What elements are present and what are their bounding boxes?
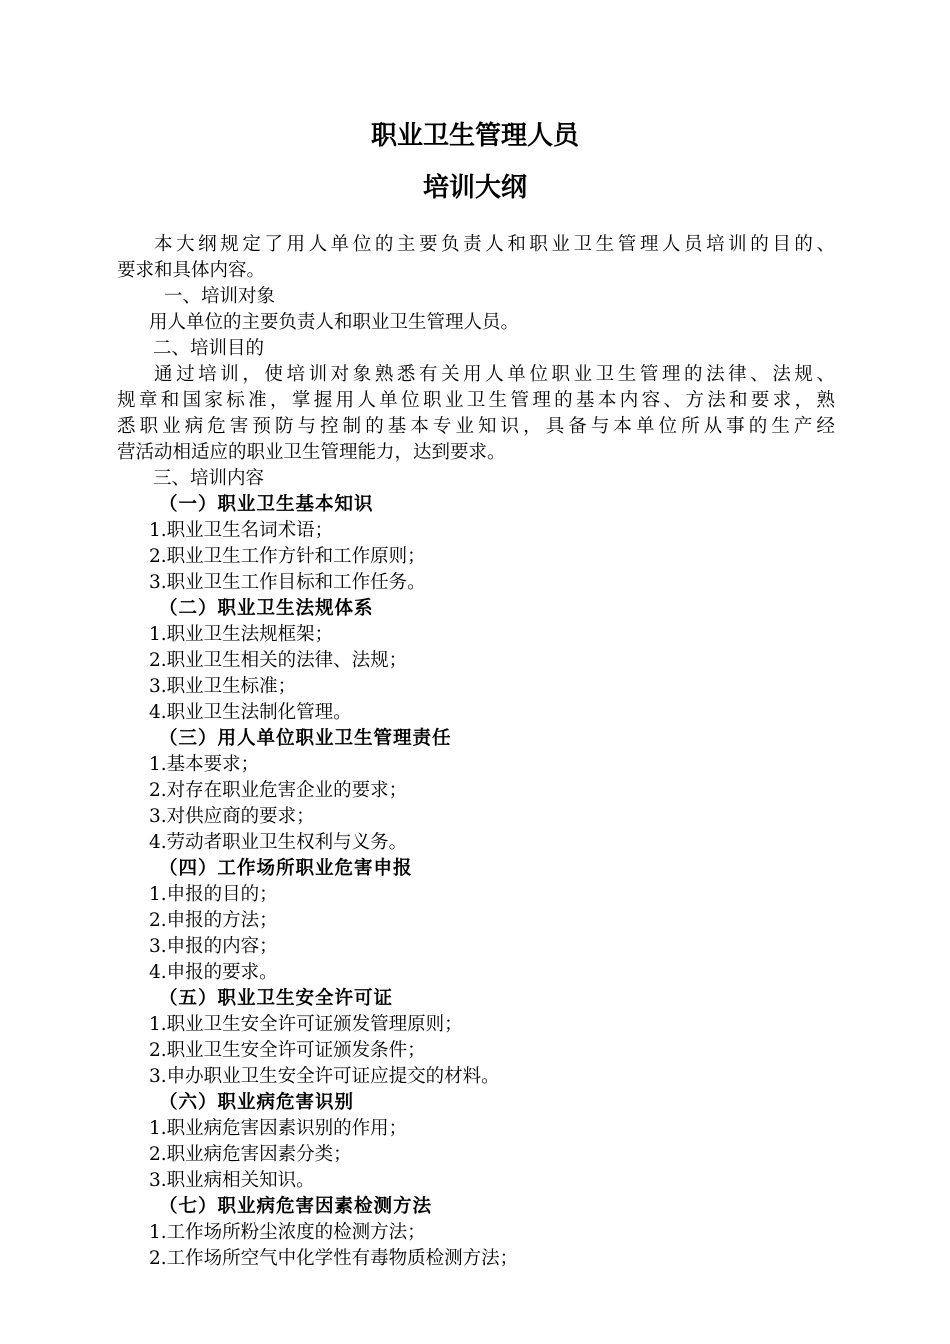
subsection-4-heading: （四）工作场所职业危害申报	[159, 858, 413, 879]
section2-line-1: 通过培训，使培训对象熟悉有关用人单位职业卫生管理的法律、法规、	[154, 364, 835, 385]
subsection-3-item-2: 2.对存在职业危害企业的要求；	[149, 780, 408, 801]
intro-line-2: 要求和具体内容。	[117, 260, 266, 281]
subsection-2-item-1: 1.职业卫生法规框架；	[149, 624, 334, 645]
subsection-3-item-1: 1.基本要求；	[149, 754, 260, 775]
subsection-1-item-1: 1.职业卫生名词术语；	[149, 520, 334, 541]
subsection-7-item-1: 1.工作场所粉尘浓度的检测方法；	[149, 1222, 426, 1243]
subsection-2-item-4: 4.职业卫生法制化管理。	[149, 702, 352, 723]
subsection-1-heading: （一）职业卫生基本知识	[159, 494, 374, 515]
subsection-7-heading: （七）职业病危害因素检测方法	[159, 1196, 433, 1217]
subsection-5-item-3: 3.申办职业卫生安全许可证应提交的材料。	[149, 1066, 500, 1087]
subsection-6-item-1: 1.职业病危害因素识别的作用；	[149, 1118, 408, 1139]
section2-line-4: 营活动相适应的职业卫生管理能力，达到要求。	[117, 442, 506, 463]
subsection-4-item-2: 2.申报的方法；	[149, 910, 278, 931]
subsection-2-item-3: 3.职业卫生标准；	[149, 676, 297, 697]
subsection-3-item-4: 4.劳动者职业卫生权利与义务。	[149, 832, 408, 853]
subsection-4-item-1: 1.申报的目的；	[149, 884, 278, 905]
subsection-6-heading: （六）职业病危害识别	[159, 1092, 355, 1113]
document-body	[117, 232, 835, 1272]
subsection-5-item-1: 1.职业卫生安全许可证颁发管理原则；	[149, 1014, 463, 1035]
section2-line-3: 悉职业病危害预防与控制的基本专业知识，具备与本单位所从事的生产经	[117, 416, 835, 437]
section2-heading: 二、培训目的	[153, 338, 265, 359]
subsection-6-item-2: 2.职业病危害因素分类；	[149, 1144, 352, 1165]
subsection-5-item-2: 2.职业卫生安全许可证颁发条件；	[149, 1040, 426, 1061]
section1-heading: 一、培训对象	[164, 286, 276, 307]
subsection-2-heading: （二）职业卫生法规体系	[159, 598, 374, 619]
section2-line-2: 规章和国家标准，掌握用人单位职业卫生管理的基本内容、方法和要求，熟	[117, 390, 835, 411]
document-title-line2: 培训大纲	[422, 173, 527, 203]
subsection-4-item-4: 4.申报的要求。	[149, 962, 278, 983]
subsection-2-item-2: 2.职业卫生相关的法律、法规；	[149, 650, 408, 671]
subsection-7-item-2: 2.工作场所空气中化学性有毒物质检测方法；	[149, 1248, 519, 1269]
subsection-6-item-3: 3.职业病相关知识。	[149, 1170, 315, 1191]
section3-heading: 三、培训内容	[153, 468, 265, 489]
subsection-3-item-3: 3.对供应商的要求；	[149, 806, 315, 827]
document-title-line1: 职业卫生管理人员	[370, 121, 579, 151]
subsection-5-heading: （五）职业卫生安全许可证	[159, 988, 394, 1009]
subsection-3-heading: （三）用人单位职业卫生管理责任	[159, 728, 452, 749]
intro-line-1: 本大纲规定了用人单位的主要负责人和职业卫生管理人员培训的目的、	[154, 234, 835, 255]
subsection-1-item-3: 3.职业卫生工作目标和工作任务。	[149, 572, 426, 593]
subsection-1-item-2: 2.职业卫生工作方针和工作原则；	[149, 546, 426, 567]
section1-text: 用人单位的主要负责人和职业卫生管理人员。	[149, 312, 520, 333]
subsection-4-item-3: 3.申报的内容；	[149, 936, 278, 957]
